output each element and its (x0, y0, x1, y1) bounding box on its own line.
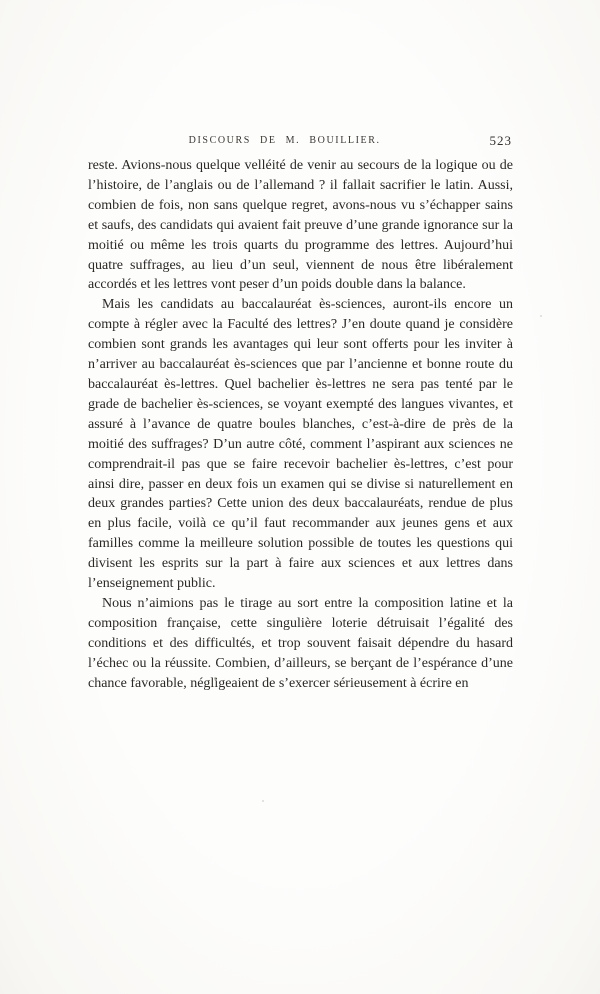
body-text-block (88, 156, 513, 693)
scan-speck (262, 800, 264, 802)
scan-speck (540, 315, 542, 317)
scan-speck (214, 677, 217, 680)
page-number: 523 (489, 133, 512, 148)
paragraph: Nous n’aimions pas le tirage au sort entre la composition latine et la composition française, cette singulière loterie détruisait l’égalité des conditions et des difficultés, et trop souvent faisait dépendre du hasard l’échec ou la réussite. Combien, d’ailleurs, se berçant de l’espérance d’une chance favorable, négligeaient de s’exercer sérieusement à écrire en (88, 595, 513, 691)
paragraph: Mais les candidats au baccalauréat ès-sciences, auront-ils encore un compte à régler avec la Faculté des lettres? J’en doute quand je considère combien sont grands les avantages qui leur sont offerts pour les inviter à n’arriver au baccalauréat ès-sciences que par l’ancienne et bonne route du baccalauréat ès-lettres. Quel bachelier ès-lettres ne sera pas tenté par le grade de bachelier ès-sciences, se voyant exempté des langues vivantes, et assuré à l’avance de quatre boules blanches, c’est-à-dire de près de la moitié des suffrages? D’un autre côté, comment l’aspirant aux sciences ne comprendrait-il pas que se faire recevoir bachelier ès-lettres, c’est pour ainsi dire, passer en deux fois un examen qui se divise si naturellement en deux grandes parties? Cette union des deux baccalauréats, rendue de plus en plus facile, voilà ce qu’il faut recommander aux jeunes gens et aux familles comme la meilleure solution possible de toutes les questions qui divisent les esprits sur la part à faire aux sciences et aux lettres dans l’enseignement public. (88, 297, 513, 592)
page-header (88, 133, 512, 151)
paragraph: reste. Avions-nous quelque velléité de venir au secours de la logique ou de l’histoire, de l’anglais ou de l’allemand ? il fallait sacrifier le latin. Aussi, combien de fois, non sans quelque regret, avons-nous vu s’échapper sains et saufs, des candidats qui avaient fait preuve d’une grande ignorance sur la moitié ou même les trois quarts du programme des lettres. Aujourd’hui quatre suffrages, au lieu d’un seul, viennent de nous être libéralement accordés et les lettres vont peser d’un poids double dans la balance. (88, 158, 513, 293)
running-head-title: DISCOURS DE M. BOUILLIER. (188, 135, 381, 146)
